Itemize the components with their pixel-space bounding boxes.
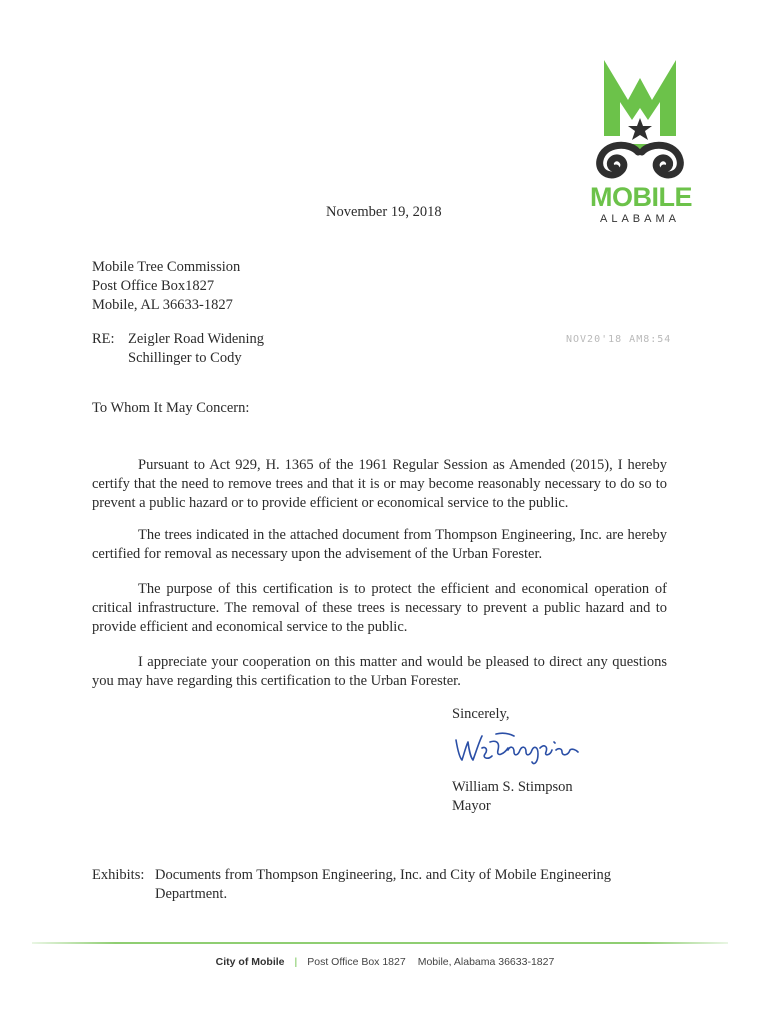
exhibits-text: Documents from Thompson Engineering, Inc. and City of Mobile Engineering Department. [155, 867, 611, 902]
recipient-address [92, 258, 240, 315]
mobile-m-emblem-icon [590, 56, 690, 186]
body-paragraph-4: I appreciate your cooperation on this matter and would be pleased to direct any questions you may have regarding this certification to the Urban Forester. [92, 654, 667, 689]
body-paragraph-3: The purpose of this certification is to protect the efficient and economical operation of critical infrastructure. The removal of these trees is necessary to prevent a public hazard and to provide efficient and economical service to the public. [92, 581, 667, 635]
re-line-1: Zeigler Road Widening [128, 331, 265, 347]
recipient-line-3: Mobile, AL 36633-1827 [92, 297, 233, 313]
received-stamp: NOV20'18 AM8:54 [566, 334, 672, 345]
footer-separator: | [294, 956, 298, 968]
logo-wordmark: MOBILE [590, 182, 692, 212]
handwritten-signature [452, 728, 582, 768]
re-line-2: Schillinger to Cody [128, 350, 242, 366]
signer-title: Mayor [452, 798, 491, 814]
salutation: To Whom It May Concern: [92, 400, 250, 416]
footer-po-box: Post Office Box 1827 [307, 956, 406, 968]
recipient-line-1: Mobile Tree Commission [92, 259, 241, 275]
body-paragraph-1: Pursuant to Act 929, H. 1365 of the 1961 Regular Session as Amended (2015), I hereby certify that the need to remove trees and that it is or may become reasonably necessary to do so to prevent a public hazard or to provide efficient or economical service to the public. [92, 457, 667, 511]
signature-icon [452, 728, 582, 768]
city-of-mobile-logo [590, 56, 690, 226]
closing: Sincerely, [452, 706, 510, 722]
signer-name: William S. Stimpson [452, 779, 573, 795]
body-paragraph-2: The trees indicated in the attached document from Thompson Engineering, Inc. are hereby certified for removal as necessary upon the advisement of the Urban Forester. [92, 527, 667, 562]
footer-city: Mobile, Alabama 36633-1827 [417, 956, 555, 968]
re-subject [128, 330, 264, 368]
footer-divider [32, 942, 728, 944]
logo-state-name: ALABAMA [600, 213, 680, 225]
re-label: RE: [92, 331, 115, 347]
letter-date: November 19, 2018 [326, 204, 442, 220]
exhibits-label: Exhibits: [92, 867, 145, 883]
footer [0, 956, 770, 968]
recipient-line-2: Post Office Box1827 [92, 278, 215, 294]
footer-org: City of Mobile [215, 956, 285, 968]
